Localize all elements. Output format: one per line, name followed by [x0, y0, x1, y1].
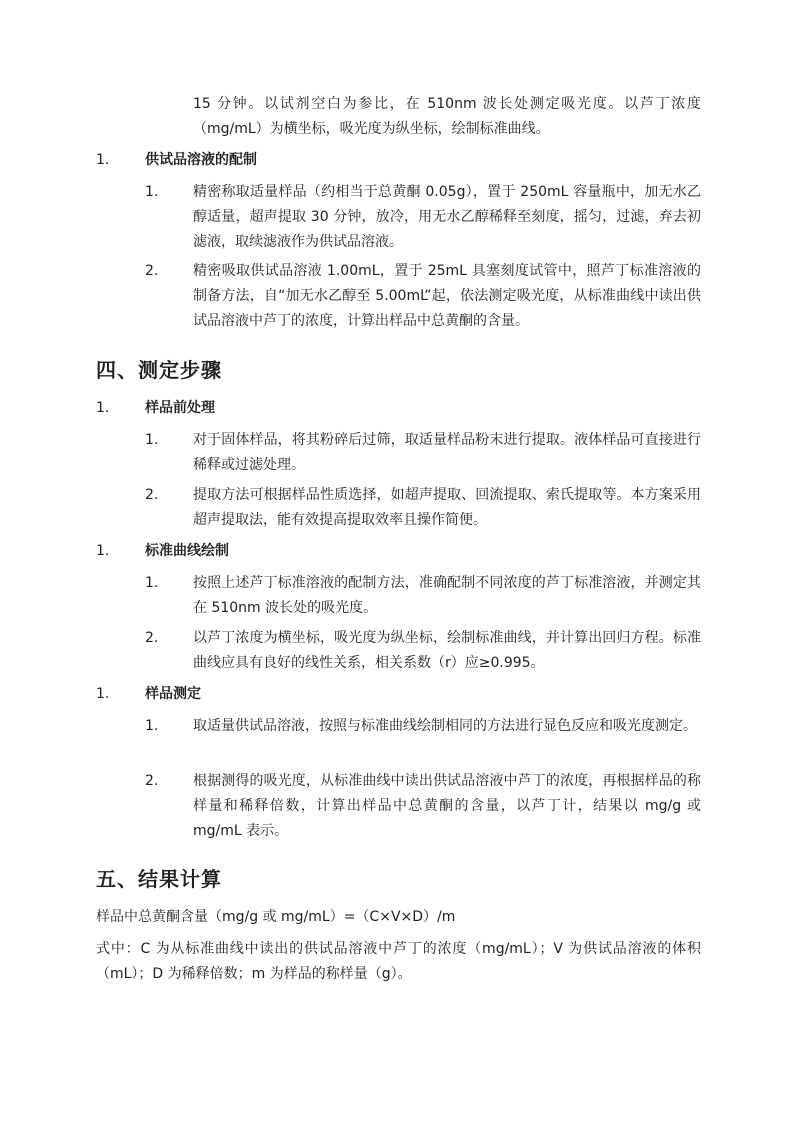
- curve-drawing-item-1-number: 1.: [145, 575, 159, 591]
- sample-prep-title: 供试品溶液的配制: [145, 152, 257, 168]
- pretreatment-item-1-number: 1.: [145, 432, 159, 448]
- sample-prep-item-1-number: 1.: [145, 184, 159, 200]
- pretreatment-number: 1.: [96, 400, 110, 416]
- sample-measure-number: 1.: [96, 686, 110, 702]
- curve-drawing-number: 1.: [96, 543, 110, 559]
- sample-prep-number: 1.: [96, 152, 110, 168]
- section-4-heading: 四、测定步骤: [96, 358, 222, 382]
- section-5-heading: 五、结果计算: [96, 867, 222, 891]
- sample-measure-item-2-text: 根据测得的吸光度，从标准曲线中读出供试品溶液中芦丁的浓度，再根据样品的称样量和稀释倍数，计算出样品中总黄酮的含量，以芦丁计，结果以 mg/g 或 mg/mL 表示。: [193, 773, 701, 839]
- sample-prep-item-1-text: 精密称取适量样品（约相当于总黄酮 0.05g），置于 250mL 容量瓶中，加无水乙醇适量，超声提取 30 分钟，放冷，用无水乙醇稀释至刻度，摇匀，过滤，弃去初滤液，取续滤液作为供试品溶液。: [193, 184, 701, 250]
- sample-measure-item-1-number: 1.: [145, 718, 159, 734]
- curve-drawing-title: 标准曲线绘制: [145, 543, 229, 559]
- curve-drawing-item-1-text: 按照上述芦丁标准溶液的配制方法，准确配制不同浓度的芦丁标准溶液，并测定其在 510nm 波长处的吸光度。: [193, 575, 701, 616]
- standard-curve-continuation: 15 分钟。以试剂空白为参比，在 510nm 波长处测定吸光度。以芦丁浓度（mg/mL）为横坐标，吸光度为纵坐标，绘制标准曲线。: [193, 96, 701, 137]
- pretreatment-item-2-text: 提取方法可根据样品性质选择，如超声提取、回流提取、索氏提取等。本方案采用超声提取法，能有效提高提取效率且操作简便。: [193, 487, 701, 528]
- result-formula: 样品中总黄酮含量（mg/g 或 mg/mL）=（C×V×D）/m: [96, 909, 456, 925]
- sample-measure-title: 样品测定: [145, 686, 201, 702]
- curve-drawing-item-2-number: 2.: [145, 630, 159, 646]
- curve-drawing-item-2-text: 以芦丁浓度为横坐标，吸光度为纵坐标，绘制标准曲线，并计算出回归方程。标准曲线应具有良好的线性关系，相关系数（r）应≥0.995。: [193, 630, 701, 671]
- sample-prep-item-2-number: 2.: [145, 263, 159, 279]
- sample-measure-item-2-number: 2.: [145, 773, 159, 789]
- pretreatment-title: 样品前处理: [145, 400, 215, 416]
- sample-prep-item-2-text: 精密吸取供试品溶液 1.00mL，置于 25mL 具塞刻度试管中，照芦丁标准溶液的制备方法，自“加无水乙醇至 5.00mL”起，依法测定吸光度，从标准曲线中读出供试品溶液中芦丁的浓度，计算出样品中总黄酮的含量。: [193, 263, 701, 329]
- pretreatment-item-2-number: 2.: [145, 487, 159, 503]
- pretreatment-item-1-text: 对于固体样品，将其粉碎后过筛，取适量样品粉末进行提取。液体样品可直接进行稀释或过滤处理。: [193, 432, 701, 473]
- formula-explanation: 式中：C 为从标准曲线中读出的供试品溶液中芦丁的浓度（mg/mL）；V 为供试品溶液的体积（mL）；D 为稀释倍数；m 为样品的称样量（g）。: [96, 941, 701, 982]
- sample-measure-item-1-text: 取适量供试品溶液，按照与标准曲线绘制相同的方法进行显色反应和吸光度测定。: [193, 718, 697, 734]
